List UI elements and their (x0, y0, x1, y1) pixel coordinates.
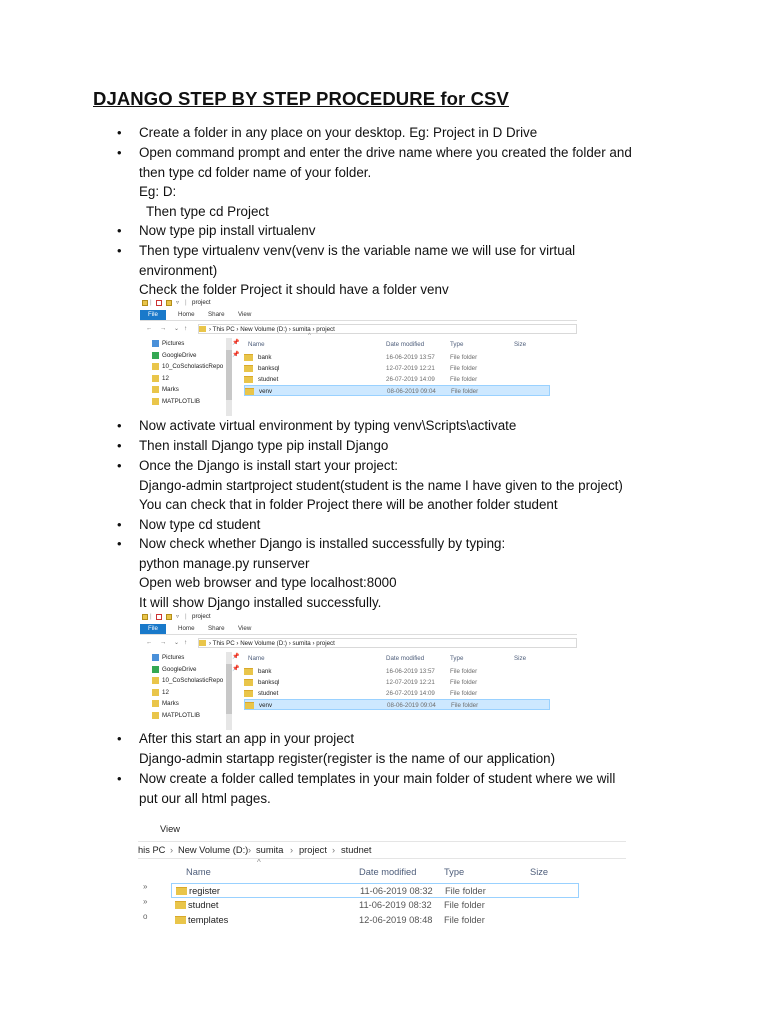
sidebar-item-label: Marks (162, 700, 179, 707)
pin-icon: 📌 (232, 665, 240, 672)
folder-icon (152, 677, 159, 684)
sidebar-item-label: Pictures (162, 340, 185, 347)
file-type: File folder (444, 915, 485, 925)
tab-file: File (140, 310, 166, 320)
step-text: Django-admin startapp register(register is the name of our application) (139, 750, 556, 766)
address-bar (140, 637, 577, 649)
step-runserver (117, 534, 506, 612)
tab-view: View (160, 824, 180, 834)
path-separator: › (332, 845, 336, 855)
sidebar-item-label: Pictures (162, 654, 185, 661)
ribbon-tabs (140, 310, 577, 321)
bullet: • (117, 771, 122, 786)
folder-icon (152, 340, 159, 347)
step-text: Django-admin startproject student(student is the name I have given to the project) (139, 477, 623, 493)
folder-icon (199, 326, 206, 332)
column-headers (244, 653, 577, 665)
file-date: 26-07-2019 14:09 (386, 690, 435, 697)
folder-icon (142, 614, 148, 620)
folder-icon (152, 363, 159, 370)
separator: | (150, 299, 152, 306)
step-install-django (117, 436, 389, 456)
path-separator: › (170, 845, 174, 855)
scrollbar (226, 338, 232, 416)
folder-row (244, 677, 550, 688)
file-date: 08-06-2019 09:04 (387, 388, 436, 395)
folder-icon (152, 689, 159, 696)
path-user: sumita (256, 845, 284, 855)
folder-row (244, 352, 550, 363)
file-name: studnet (258, 376, 279, 383)
scrollbar-thumb (226, 664, 232, 714)
file-type: File folder (445, 886, 486, 896)
bullet: • (117, 536, 122, 551)
ribbon-tabs (140, 624, 577, 635)
customize-arrow-icon: ▿ (176, 299, 180, 306)
step-text: Now type cd student (139, 517, 261, 532)
up-arrow-icon: ↑ (184, 639, 188, 646)
folder-icon (244, 354, 253, 361)
folder-row (244, 374, 550, 385)
tab-file: File (140, 624, 166, 634)
path-user: sumita (292, 326, 311, 333)
step-text: Create a folder in any place on your desktop. Eg: Project in D Drive (139, 125, 538, 140)
file-name: bank (258, 668, 272, 675)
new-folder-icon (166, 300, 172, 306)
recent-dropdown-icon: ⌄ (174, 325, 180, 332)
path-separator: › (288, 640, 291, 647)
step-text: then type cd folder name of your folder. (139, 164, 372, 180)
pin-icon: 📌 (232, 340, 240, 346)
folder-row-studnet (171, 898, 579, 913)
path-folder: studnet (341, 845, 372, 855)
path-separator: › (236, 326, 239, 333)
properties-icon (156, 614, 162, 620)
file-type: File folder (451, 702, 479, 709)
folder-row-templates (171, 913, 579, 928)
file-date: 12-07-2019 12:21 (386, 679, 435, 686)
folder-icon (152, 666, 159, 673)
column-date: Date modified (386, 341, 425, 348)
path-separator: › (209, 640, 212, 647)
folder-icon (245, 388, 254, 395)
file-type: File folder (450, 365, 478, 372)
path-separator: › (288, 326, 291, 333)
nav-chevron-icon: » (143, 882, 148, 891)
folder-row (244, 699, 550, 710)
back-arrow-icon: ← (146, 639, 153, 646)
path-project: project (316, 326, 335, 333)
address-bar (138, 841, 626, 859)
sidebar-item-label: GoogleDrive (162, 351, 197, 359)
sidebar-item-label: Marks (162, 386, 179, 393)
folder-icon (152, 712, 159, 719)
bullet: • (117, 458, 122, 473)
file-date: 16-06-2019 13:57 (386, 354, 435, 361)
file-name: bank (258, 354, 272, 361)
tab-home: Home (178, 625, 195, 632)
column-name: Name (248, 655, 265, 662)
explorer-screenshot-2 (140, 612, 577, 730)
step-templates-folder (117, 769, 616, 808)
step-text: Open command prompt and enter the drive name where you created the folder and (139, 145, 632, 160)
file-date: 12-06-2019 08:48 (359, 915, 433, 925)
step-text: Now type pip install virtualenv (139, 223, 316, 238)
path-separator: › (312, 640, 315, 647)
file-name: venv (259, 702, 273, 709)
path-separator: › (312, 326, 315, 333)
tab-share: Share (208, 625, 225, 632)
column-name: Name (248, 341, 265, 348)
file-date: 16-06-2019 13:57 (386, 668, 435, 675)
folder-icon (244, 365, 253, 372)
column-date: Date modified (386, 655, 425, 662)
file-date: 08-06-2019 09:04 (387, 702, 436, 709)
step-command-prompt (117, 143, 632, 221)
step-create-folder (117, 123, 538, 143)
sidebar-item-label: 12 (162, 374, 169, 382)
window-title: project (192, 299, 211, 306)
file-date: 11-06-2019 08:32 (359, 900, 432, 910)
column-date: Date modified (359, 867, 417, 877)
file-name: banksql (258, 679, 280, 686)
folder-icon (199, 640, 206, 646)
file-name: banksql (258, 365, 280, 372)
file-list (244, 666, 550, 710)
folder-row (244, 363, 550, 374)
file-date: 26-07-2019 14:09 (386, 376, 435, 383)
file-type: File folder (450, 376, 478, 383)
column-name: Name (186, 867, 211, 877)
step-text: Open web browser and type localhost:8000 (139, 575, 397, 590)
step-text: Eg: D: (139, 184, 177, 199)
recent-dropdown-icon: ⌄ (174, 639, 180, 646)
quick-access-toolbar (140, 298, 577, 308)
bullet: • (117, 223, 122, 238)
scrollbar (226, 652, 232, 730)
step-text: It will show Django installed successfully. (139, 594, 382, 610)
folder-icon (152, 654, 159, 661)
sidebar-item-label: 10_CoScholasticRepo (162, 677, 224, 684)
forward-arrow-icon: → (160, 639, 167, 646)
folder-icon (152, 375, 159, 382)
path-separator: › (248, 845, 252, 855)
column-headers (244, 339, 577, 351)
separator: | (185, 299, 187, 306)
path-this-pc: This PC (212, 640, 235, 647)
explorer-screenshot-3 (138, 823, 626, 931)
separator: | (150, 613, 152, 620)
breadcrumb (198, 638, 577, 648)
bullet: • (117, 517, 122, 532)
bullet: • (117, 418, 122, 433)
step-text: Now activate virtual environment by typing venv\Scripts\activate (139, 418, 517, 433)
step-text: Then type cd Project (146, 203, 269, 219)
folder-row (244, 666, 550, 677)
path-volume: New Volume (D:) (240, 326, 287, 333)
file-type: File folder (451, 388, 479, 395)
column-size: Size (530, 867, 549, 877)
path-separator: › (236, 640, 239, 647)
file-type: File folder (450, 668, 478, 675)
file-list (244, 352, 550, 396)
step-text: Now create a folder called templates in your main folder of student where we will (139, 771, 616, 786)
file-name: templates (188, 915, 229, 925)
tab-view: View (238, 311, 252, 318)
path-user: sumita (292, 640, 311, 647)
up-arrow-icon: ↑ (184, 325, 188, 332)
folder-icon (244, 376, 253, 383)
column-size: Size (514, 655, 527, 662)
step-text: After this start an app in your project (139, 731, 355, 746)
step-text: You can check that in folder Project there will be another folder student (139, 497, 558, 512)
new-folder-icon (166, 614, 172, 620)
bullet: • (117, 438, 122, 453)
folder-icon (152, 398, 159, 405)
quick-access-toolbar (140, 612, 577, 622)
path-volume: New Volume (D:) (178, 845, 249, 855)
separator: | (185, 613, 187, 620)
path-this-pc: This PC (212, 326, 235, 333)
step-text: Then install Django type pip install Django (139, 438, 389, 453)
step-text: environment) (139, 262, 218, 278)
folder-icon (152, 700, 159, 707)
forward-arrow-icon: → (160, 325, 167, 332)
path-project: project (316, 640, 335, 647)
step-activate-venv (117, 416, 517, 436)
column-headers (138, 864, 626, 880)
file-date: 11-06-2019 08:32 (360, 886, 433, 896)
file-name: venv (259, 388, 273, 395)
file-name: studnet (258, 690, 279, 697)
sort-arrow-icon: ^ (257, 858, 261, 867)
path-project: project (299, 845, 327, 855)
folder-icon (175, 901, 186, 909)
breadcrumb (198, 324, 577, 334)
folder-icon (152, 386, 159, 393)
step-text: Then type virtualenv venv(venv is the variable name we will use for virtual (139, 243, 576, 258)
sidebar-item-label: 10_CoScholasticRepo (162, 363, 224, 370)
column-size: Size (514, 341, 527, 348)
tab-share: Share (208, 311, 225, 318)
document-title: DJANGO STEP BY STEP PROCEDURE for CSV (93, 88, 509, 109)
folder-icon (152, 352, 159, 359)
folder-icon (244, 690, 253, 697)
back-arrow-icon: ← (146, 325, 153, 332)
file-type: File folder (450, 679, 478, 686)
step-create-venv (117, 241, 576, 300)
step-start-project (117, 456, 623, 515)
step-cd-student (117, 515, 261, 535)
file-type: File folder (450, 690, 478, 697)
file-name: studnet (188, 900, 219, 910)
nav-chevron-icon: o (143, 912, 148, 921)
column-type: Type (450, 655, 464, 662)
explorer-screenshot-1 (140, 298, 577, 416)
folder-row-register (171, 883, 579, 898)
column-type: Type (444, 867, 465, 877)
column-type: Type (450, 341, 464, 348)
properties-icon (156, 300, 162, 306)
file-name: register (189, 886, 221, 896)
file-type: File folder (450, 354, 478, 361)
window-title: project (192, 613, 211, 620)
step-install-virtualenv (117, 221, 316, 241)
tab-view: View (238, 625, 252, 632)
pin-icon: 📌 (232, 351, 240, 358)
address-bar (140, 323, 577, 335)
folder-icon (245, 702, 254, 709)
nav-chevron-icon: » (143, 897, 148, 906)
path-separator: › (209, 326, 212, 333)
step-text: python manage.py runserver (139, 555, 310, 571)
path-volume: New Volume (D:) (240, 640, 287, 647)
folder-icon (175, 916, 186, 924)
path-separator: › (290, 845, 294, 855)
sort-arrow-icon: ^ (308, 333, 311, 339)
bullet: • (117, 145, 122, 160)
step-startapp (117, 729, 556, 768)
path-this-pc: his PC (138, 845, 166, 855)
file-type: File folder (444, 900, 485, 910)
customize-arrow-icon: ▿ (176, 613, 180, 620)
bullet: • (117, 125, 122, 140)
pin-icon: 📌 (232, 654, 240, 660)
folder-icon (244, 679, 253, 686)
step-text: put our all html pages. (139, 790, 271, 806)
step-text: Check the folder Project it should have a folder venv (139, 282, 449, 297)
sidebar-item-label: GoogleDrive (162, 665, 197, 673)
folder-icon (176, 887, 187, 895)
bullet: • (117, 243, 122, 258)
file-date: 12-07-2019 12:21 (386, 365, 435, 372)
step-text: Now check whether Django is installed successfully by typing: (139, 536, 506, 551)
folder-icon (142, 300, 148, 306)
sidebar-item-label: 12 (162, 688, 169, 696)
scrollbar-thumb (226, 350, 232, 400)
tab-home: Home (178, 311, 195, 318)
step-text: Once the Django is install start your project: (139, 458, 399, 473)
folder-row (244, 385, 550, 396)
sidebar-item-label: MATPLOTLIB (162, 397, 201, 405)
bullet: • (117, 731, 122, 746)
sidebar-item-label: MATPLOTLIB (162, 711, 201, 719)
folder-icon (244, 668, 253, 675)
folder-row (244, 688, 550, 699)
